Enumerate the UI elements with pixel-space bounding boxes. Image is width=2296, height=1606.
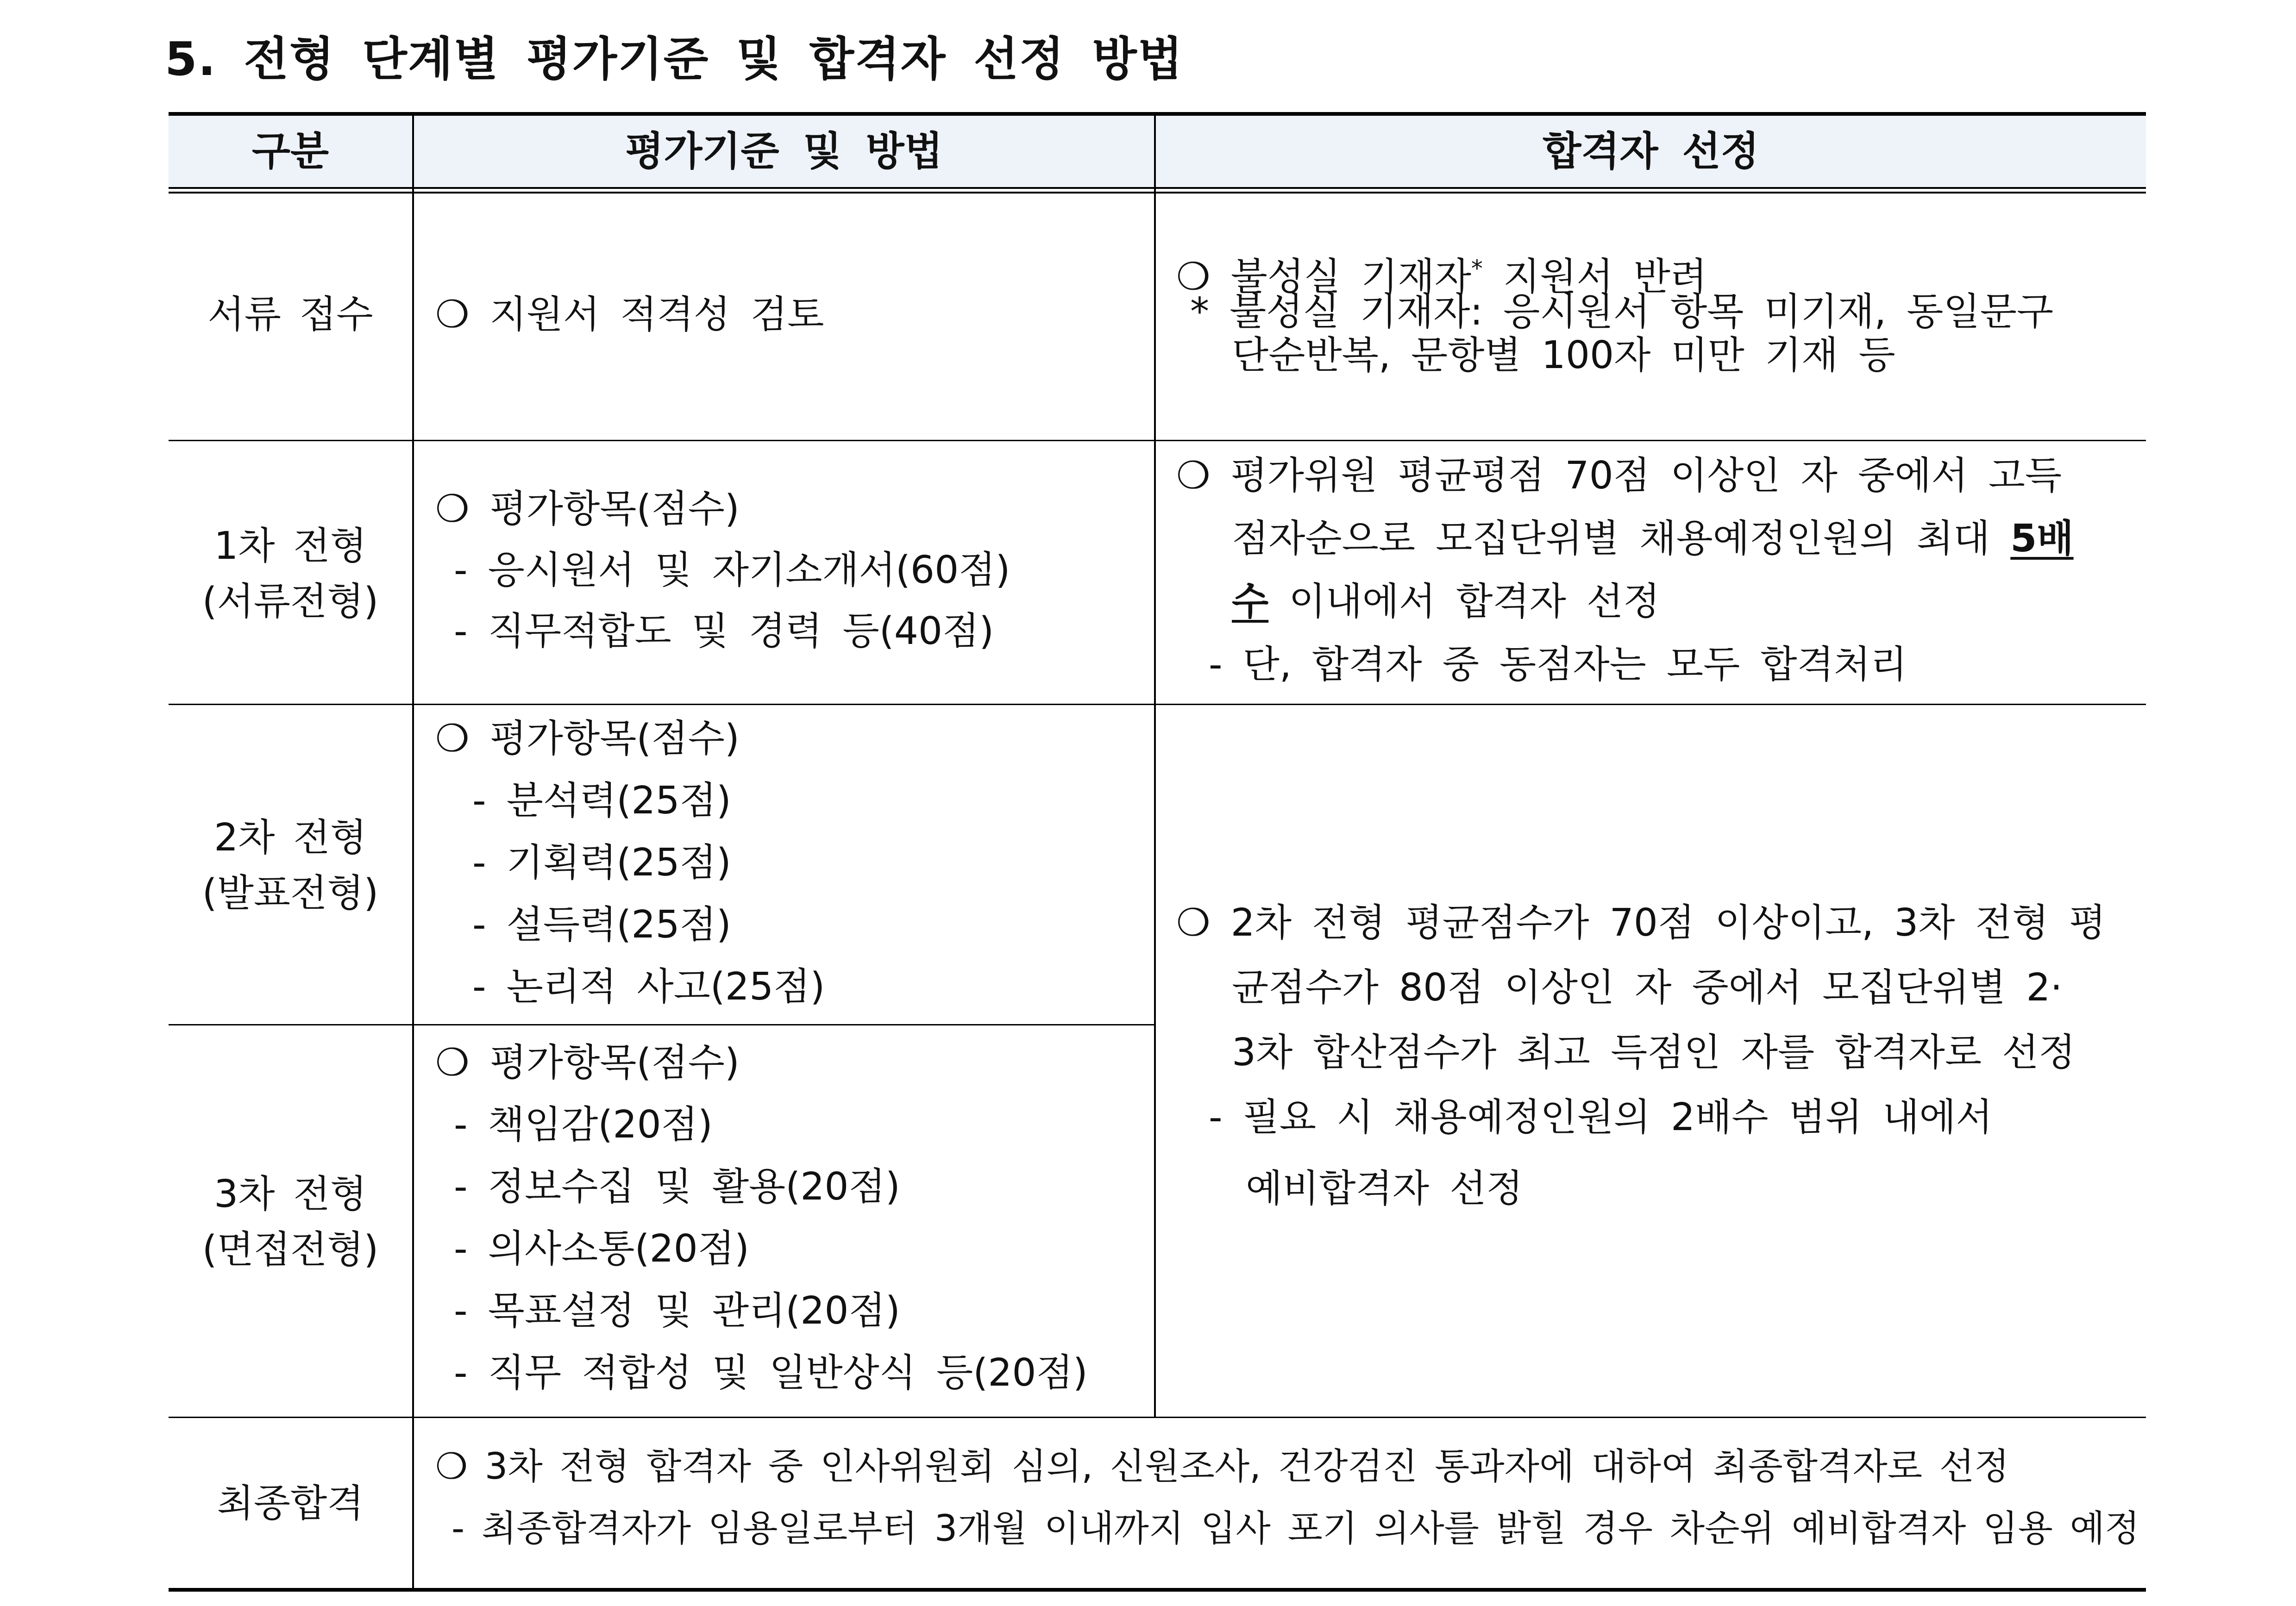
row-label-first-stage-sub: (서류전형) xyxy=(202,580,379,624)
criteria-second-stage-line4: - 설득력(25점) xyxy=(472,903,731,947)
selection-first-stage-line1: ❍ 평가위원 평균평점 70점 이상인 자 중에서 고득 xyxy=(1176,454,2062,498)
header-criteria: 평가기준 및 방법 xyxy=(625,128,943,175)
table-top-border xyxy=(169,112,2146,116)
row-label-first-stage: 1차 전형 xyxy=(214,524,367,568)
document-title: 5. 전형 단계별 평가기준 및 합격자 선정 방법 xyxy=(165,32,1184,86)
criteria-third-stage-line6: - 직무 적합성 및 일반상식 등(20점) xyxy=(454,1351,1088,1395)
row-label-third-stage: 3차 전형 xyxy=(214,1172,367,1216)
header-bottom-border xyxy=(169,187,2146,189)
criteria-second-stage-line2: - 분석력(25점) xyxy=(472,779,731,823)
selection-second-third-line1: ❍ 2차 전형 평균점수가 70점 이상이고, 3차 전형 평 xyxy=(1176,901,2106,945)
criteria-final-line2: - 최종합격자가 임용일로부터 3개월 이내까지 입사 포기 의사를 밝힐 경우 차순위 예비합격자 임용 예정 xyxy=(452,1508,2140,1550)
row-divider-3 xyxy=(169,1024,1155,1025)
row-divider-4 xyxy=(169,1417,2146,1418)
header-category: 구분 xyxy=(251,128,329,175)
row-label-document-submission: 서류 접수 xyxy=(207,293,373,337)
selection-document-submission-line2: * 불성실 기재자: 응시원서 항목 미기재, 동일문구 xyxy=(1190,290,2054,334)
criteria-final-line1: ❍ 3차 전형 합격자 중 인사위원회 심의, 신원조사, 건강검진 통과자에 대하여 최종합격자로 선정 xyxy=(435,1446,2009,1487)
row-label-second-stage: 2차 전형 xyxy=(214,816,367,860)
header-bottom-border-double xyxy=(169,192,2146,194)
criteria-first-stage-line2: - 응시원서 및 자기소개서(60점) xyxy=(454,548,1010,592)
selection-second-third-line2: 균점수가 80점 이상인 자 중에서 모집단위별 2· xyxy=(1232,966,2063,1010)
criteria-third-stage-line4: - 의사소통(20점) xyxy=(454,1227,750,1271)
selection-first-stage-line4: - 단, 합격자 중 동점자는 모두 합격처리 xyxy=(1209,643,1907,687)
selection-first-stage-line2: 점자순으로 모집단위별 채용예정인원의 최대 5배 xyxy=(1232,517,2074,561)
criteria-second-stage-line5: - 논리적 사고(25점) xyxy=(472,965,825,1009)
table-bottom-border xyxy=(169,1588,2146,1592)
criteria-first-stage-line3: - 직무적합도 및 경력 등(40점) xyxy=(454,609,994,653)
criteria-third-stage-line5: - 목표설정 및 관리(20점) xyxy=(454,1289,900,1333)
selection-second-third-line5: 예비합격자 선정 xyxy=(1246,1167,1523,1211)
selection-document-submission-line1: ❍ 불성실 기재자* 지원서 반려 xyxy=(1176,255,1707,299)
header-selection: 합격자 선정 xyxy=(1543,128,1759,175)
column-divider-2 xyxy=(1154,116,1156,1418)
row-label-final: 최종합격 xyxy=(217,1481,364,1525)
criteria-third-stage-line3: - 정보수집 및 활용(20점) xyxy=(454,1165,900,1209)
row-divider-2 xyxy=(169,704,2146,705)
criteria-third-stage-line1: ❍ 평가항목(점수) xyxy=(435,1041,740,1085)
column-divider-1 xyxy=(412,116,414,1590)
selection-first-stage-line3: 수 이내에서 합격자 선정 xyxy=(1232,580,1660,624)
criteria-second-stage-line1: ❍ 평가항목(점수) xyxy=(435,717,740,761)
selection-second-third-line3: 3차 합산점수가 최고 득점인 자를 합격자로 선정 xyxy=(1232,1031,2076,1075)
criteria-third-stage-line2: - 책임감(20점) xyxy=(454,1103,713,1147)
row-divider-1 xyxy=(169,440,2146,441)
criteria-second-stage-line3: - 기획력(25점) xyxy=(472,841,731,885)
criteria-document-submission: ❍ 지원서 적격성 검토 xyxy=(435,293,824,337)
row-label-second-stage-sub: (발표전형) xyxy=(202,871,379,915)
criteria-first-stage-line1: ❍ 평가항목(점수) xyxy=(435,487,740,531)
row-label-third-stage-sub: (면접전형) xyxy=(202,1228,379,1272)
selection-second-third-line4: - 필요 시 채용예정인원의 2배수 범위 내에서 xyxy=(1209,1095,1993,1139)
selection-document-submission-line3: 단순반복, 문항별 100자 미만 기재 등 xyxy=(1232,333,1895,377)
